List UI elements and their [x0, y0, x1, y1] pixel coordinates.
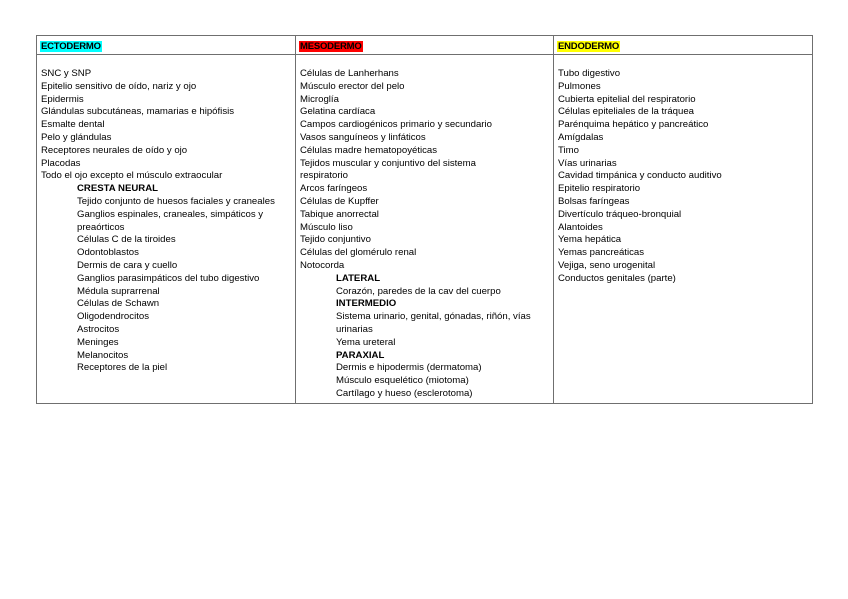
ectodermo-cell [37, 55, 296, 404]
list-item: Astrocitos [77, 323, 120, 335]
list-item: Epitelio respiratorio [558, 183, 641, 195]
list-item: Placodas [41, 157, 81, 169]
list-item: Células madre hematopoyéticas [300, 144, 438, 156]
endodermo-header: ENDODERMO [558, 41, 620, 52]
list-item: Epitelio sensitivo de oído, nariz y ojo [41, 80, 197, 92]
endodermo-list [558, 68, 809, 286]
list-item: Alantoides [558, 221, 603, 233]
list-item: Pulmones [558, 80, 601, 92]
list-item: Sistema urinario, genital, gónadas, riñón, vías urinarias [336, 311, 531, 335]
list-item: Esmalte dental [41, 119, 105, 131]
list-item: Cartílago y hueso (esclerotoma) [336, 387, 473, 399]
list-item: Receptores de la piel [77, 362, 168, 374]
mesodermo-cell [296, 55, 554, 404]
list-item: Vasos sanguíneos y linfáticos [300, 131, 426, 143]
list-item: Células epiteliales de la tráquea [558, 106, 694, 118]
list-item: Células C de la tiroides [77, 234, 176, 246]
list-item: Corazón, paredes de la cav del cuerpo [336, 285, 501, 297]
list-item: Tejido conjuntivo [300, 234, 371, 246]
ectodermo-header: ECTODERMO [41, 41, 101, 52]
list-item: Notocorda [300, 259, 345, 271]
ectodermo-header-cell [37, 36, 296, 55]
list-item: Músculo liso [300, 221, 353, 233]
germ-layers-table [36, 35, 813, 404]
list-item: Tejidos muscular y conjuntivo del sistema respiratorio [300, 157, 476, 182]
list-item: Divertículo tráqueo-bronquial [558, 208, 682, 220]
list-item: SNC y SNP [41, 68, 92, 79]
list-item: Dermis e hipodermis (dermatoma) [336, 362, 482, 374]
list-item: Yema hepática [558, 234, 622, 246]
list-item: Tejido conjunto de huesos faciales y craneales [77, 195, 275, 207]
list-item: Vejiga, seno urogenital [558, 259, 656, 271]
list-item: Microglía [300, 93, 339, 105]
list-item: Músculo esquelético (miotoma) [336, 375, 469, 387]
list-item: Médula suprarrenal [77, 285, 160, 297]
list-item: Yema ureteral [336, 336, 396, 348]
list-item: Glándulas subcutáneas, mamarias e hipófisis [41, 106, 235, 118]
list-item: Bolsas faríngeas [558, 195, 630, 207]
paraxial-group [300, 350, 550, 401]
list-item: Conductos genitales (parte) [558, 272, 676, 284]
list-item: Todo el ojo excepto el músculo extraocular [41, 170, 223, 182]
cresta-neural-heading: CRESTA NEURAL [77, 183, 159, 195]
list-item: Timo [558, 144, 579, 156]
list-item: Receptores neurales de oído y ojo [41, 144, 188, 156]
list-item: Dermis de cara y cuello [77, 259, 178, 271]
list-item: Yemas pancreáticas [558, 247, 645, 259]
endodermo-cell [554, 55, 813, 404]
lateral-group [300, 273, 550, 299]
list-item: Parénquima hepático y pancreático [558, 119, 709, 131]
list-item: Células del glomérulo renal [300, 247, 417, 259]
header-row [37, 36, 813, 55]
intermedio-heading: INTERMEDIO [336, 298, 397, 310]
mesodermo-list [300, 68, 550, 273]
list-item: Meninges [77, 336, 119, 348]
lateral-heading: LATERAL [336, 272, 381, 284]
list-item: Melanocitos [77, 349, 129, 361]
list-item: Odontoblastos [77, 247, 139, 259]
mesodermo-header-cell [296, 36, 554, 55]
list-item: Campos cardiogénicos primario y secundario [300, 119, 492, 131]
list-item: Gelatina cardíaca [300, 106, 376, 118]
list-item: Pelo y glándulas [41, 131, 112, 143]
list-item: Cubierta epitelial del respiratorio [558, 93, 696, 105]
list-item: Células de Lanherhans [300, 68, 399, 79]
content-row [37, 55, 813, 404]
list-item: Cavidad timpánica y conducto auditivo [558, 170, 722, 182]
paraxial-heading: PARAXIAL [336, 349, 385, 361]
list-item: Arcos faríngeos [300, 183, 368, 195]
list-item: Células de Schawn [77, 298, 160, 310]
list-item: Células de Kupffer [300, 195, 379, 207]
intermedio-group [300, 298, 550, 349]
list-item: Ganglios espinales, craneales, simpáticos y preaórticos [77, 208, 264, 233]
list-item: Tabique anorrectal [300, 208, 379, 220]
endodermo-header-cell [554, 36, 813, 55]
ectodermo-list [41, 68, 292, 183]
list-item: Amígdalas [558, 131, 604, 143]
list-item: Vías urinarias [558, 157, 617, 169]
list-item: Epidermis [41, 93, 84, 105]
list-item: Tubo digestivo [558, 68, 621, 79]
list-item: Músculo erector del pelo [300, 80, 405, 92]
list-item: Ganglios parasimpáticos del tubo digestivo [77, 272, 260, 284]
list-item: Oligodendrocitos [77, 311, 149, 323]
cresta-neural-group [41, 183, 292, 375]
mesodermo-header: MESODERMO [300, 41, 362, 52]
